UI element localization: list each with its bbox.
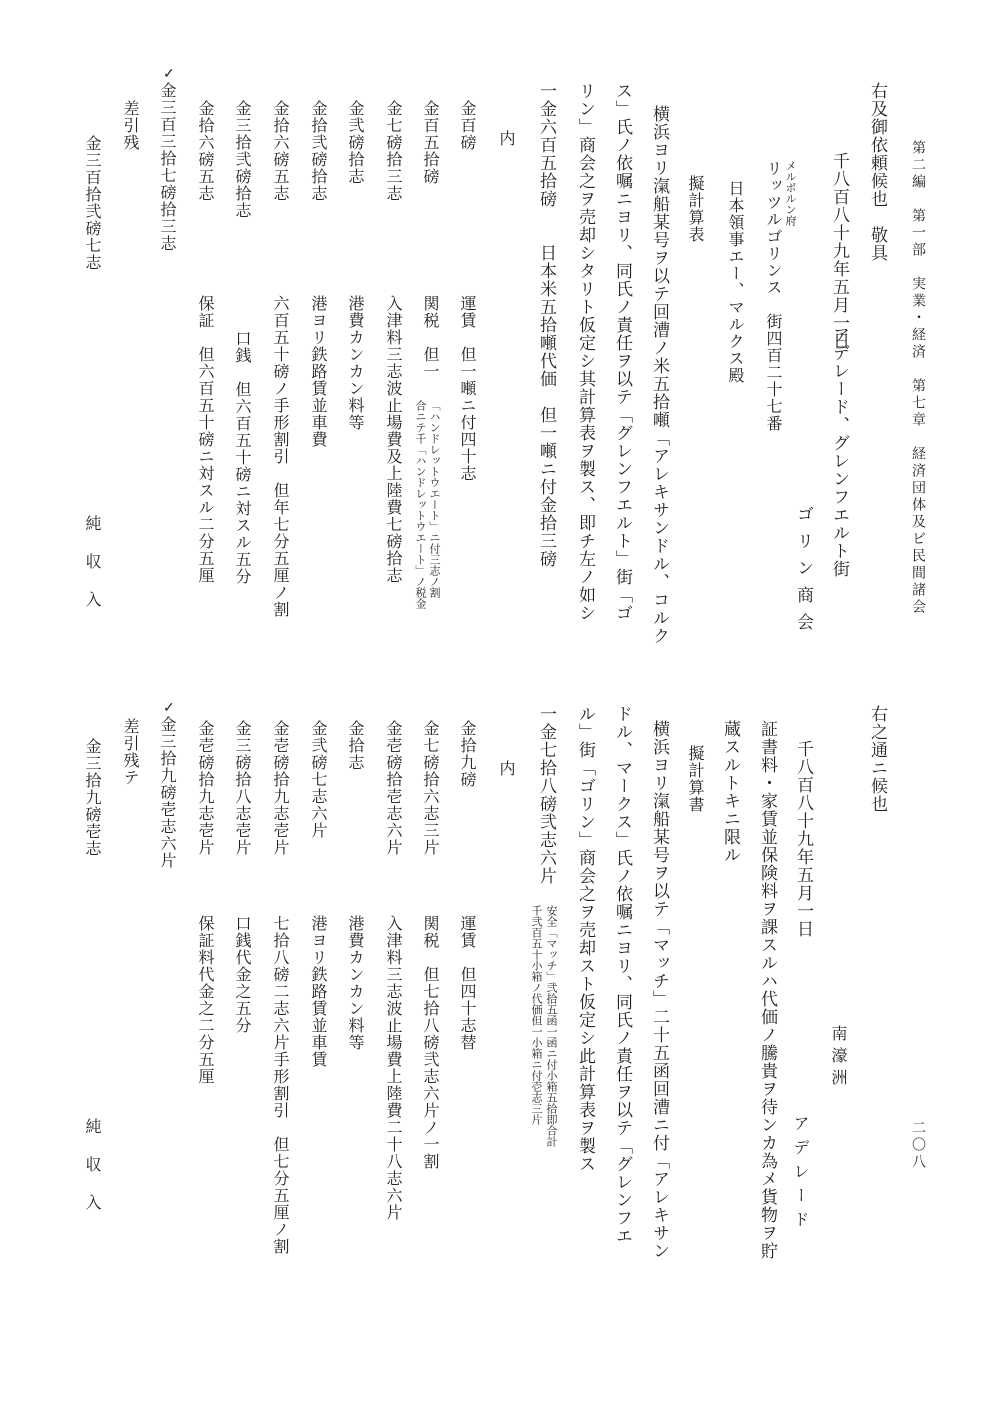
upper-row-2-amount: 金百五拾磅: [421, 100, 440, 185]
lower-title: 擬計算書: [686, 745, 705, 813]
lower-sender: アデレード: [791, 1115, 810, 1235]
running-head: 第二編 第一部 実業・経済 第七章 経済団体及ビ民間諸会: [910, 140, 926, 616]
lower-row-4-note: 港費カンカン料等: [346, 915, 365, 1051]
lower-net-label: 純収入: [83, 1118, 102, 1232]
upper-body-1: 横浜ヨリ滊船某号ヲ以テ回漕ノ米五拾噸「アレキサンドル、コルク: [649, 105, 669, 645]
upper-row-8-note: 保証 但六百五十磅ニ対スル二分五厘: [196, 295, 215, 584]
upper-check-mark: ✓: [163, 66, 175, 82]
lower-row-3-amount: 金壱磅拾壱志六片: [384, 720, 403, 856]
lower-total-subnote-1: 安全「マッチ」弐拾五函一函ニ付小箱五拾即合計: [545, 905, 558, 1147]
upper-title: 擬計算表: [686, 175, 705, 243]
upper-row-6-amount: 金拾六磅五志: [271, 100, 290, 202]
lower-sum: 金三拾九磅壱志六片: [158, 716, 177, 869]
upper-row-8-amount: 金拾六磅五志: [196, 100, 215, 202]
lower-body-2: ドル、マークス」氏ノ依嘱ニヨリ、同氏ノ責任ヲ以テ「グレンフエ: [612, 705, 632, 1245]
upper-row-3-note: 入津料三志波止場費及上陸費七磅拾志: [384, 295, 403, 584]
lower-remainder-label: 差引残テ: [121, 718, 140, 786]
lower-date: 千八百八十九年五月一日: [793, 740, 813, 938]
upper-row-1-note: 運賃 但一噸ニ付四十志: [458, 295, 477, 482]
upper-consul: 日本領事エー、マルクス殿: [726, 180, 745, 384]
lower-place: 南濠洲: [829, 1025, 848, 1091]
upper-remainder-label: 差引残: [121, 100, 140, 151]
lower-row-7-note: 口銭代金之五分: [233, 915, 252, 1034]
upper-date: 千八百八十九年五月一日: [829, 152, 849, 350]
upper-row-4-note: 港費カンカン料等: [346, 295, 365, 431]
lower-check-mark: ✓: [163, 700, 175, 716]
upper-row-7-note: 口銭 但六百五十磅ニ対スル五分: [233, 330, 252, 585]
lower-body-1: 横浜ヨリ滊船某号ヲ以テ「マッチ」二十五函回漕ニ付「アレキサン: [649, 720, 669, 1260]
lower-row-7-amount: 金三磅拾八志壱片: [233, 720, 252, 856]
lower-condition-1: 証書料・家賃並保険料ヲ課スルハ代価ノ騰貴ヲ待ンカ為メ貨物ヲ貯: [757, 720, 777, 1260]
upper-row-3-amount: 金七磅拾三志: [384, 100, 403, 202]
upper-uchi: 内: [497, 130, 516, 147]
lower-row-5-amount: 金弐磅七志六片: [309, 720, 328, 839]
lower-closing: 右之通ニ候也: [867, 705, 887, 813]
lower-row-8-note: 保証料代金之二分五厘: [196, 915, 215, 1085]
upper-body-3: リン」商会之ヲ売却シタリト仮定シ其計算表ヲ製ス、即チ左ノ如シ: [575, 82, 595, 622]
upper-sender: アデレード、グレンフエルト街: [829, 326, 849, 578]
upper-total-line: 一金六百五拾磅 日本米五拾噸代価 但一噸ニ付金拾三磅: [536, 82, 556, 568]
upper-row-2-subnote-1: 「ハンドレットウエート」ニ付三志ノ割: [428, 400, 441, 598]
lower-total-line: 一金七拾八磅弐志六片: [536, 705, 556, 885]
upper-row-7-amount: 金三拾弐磅拾志: [233, 100, 252, 219]
lower-row-8-amount: 金壱磅拾九志壱片: [196, 720, 215, 856]
upper-closing: 右及御依頼候也 敬具: [867, 82, 887, 262]
upper-row-6-note: 六百五十磅ノ手形割引 但年七分五厘ノ割: [271, 295, 290, 618]
lower-total-subnote-2: 千弐百五十小箱ノ代価但一小箱ニ付壱志三片: [530, 905, 543, 1125]
upper-row-2-subnote-2: 合ニテ千「ハンドレットウエート」ノ税金: [414, 400, 427, 609]
lower-row-4-amount: 金拾志: [346, 720, 365, 771]
lower-row-2-amount: 金七磅拾六志三片: [421, 720, 440, 856]
page-number: 二〇八: [910, 1120, 926, 1171]
lower-body-3: ル」街「ゴリン」商会之ヲ売却スト仮定シ此計算表ヲ製ス: [575, 705, 595, 1173]
lower-row-6-amount: 金壱磅拾九志壱片: [271, 720, 290, 856]
upper-row-5-amount: 金拾弐磅拾志: [309, 100, 328, 202]
upper-company: ゴリン商会: [793, 505, 813, 640]
lower-row-1-note: 運賃 但四十志替: [458, 915, 477, 1051]
upper-addr-street: リッツルゴリンス 街四百二十七番: [764, 160, 783, 432]
upper-body-2: ス」氏ノ依嘱ニヨリ、同氏ノ責任ヲ以テ「グレンフエルト」街「ゴ: [612, 82, 632, 622]
lower-row-3-note: 入津料三志波止場費上陸費二十八志六片: [384, 915, 403, 1221]
upper-net-label: 純収入: [83, 515, 102, 629]
upper-addr-city: メルボルン府: [784, 160, 797, 226]
lower-row-1-amount: 金拾九磅: [458, 720, 477, 788]
lower-condition-2: 蔵スルトキニ限ル: [720, 720, 740, 864]
upper-sum: 金三百三拾七磅拾三志: [158, 82, 177, 252]
lower-net-amount: 金三拾九磅壱志: [83, 738, 102, 857]
upper-row-5-note: 港ヨリ鉄路賃並車費: [309, 295, 328, 448]
upper-row-1-amount: 金百磅: [458, 100, 477, 151]
lower-row-2-note: 関税 但七拾八磅弐志六片ノ一割: [421, 915, 440, 1170]
upper-net-amount: 金三百拾弐磅七志: [83, 135, 102, 271]
lower-uchi: 内: [497, 760, 516, 777]
upper-row-2-label: 関税 但一: [421, 295, 440, 380]
lower-row-5-note: 港ヨリ鉄路賃並車賃: [309, 915, 328, 1068]
lower-row-6-note: 七拾八磅二志六片手形割引 但七分五厘ノ割: [271, 915, 290, 1255]
upper-row-4-amount: 金弐磅拾志: [346, 100, 365, 185]
